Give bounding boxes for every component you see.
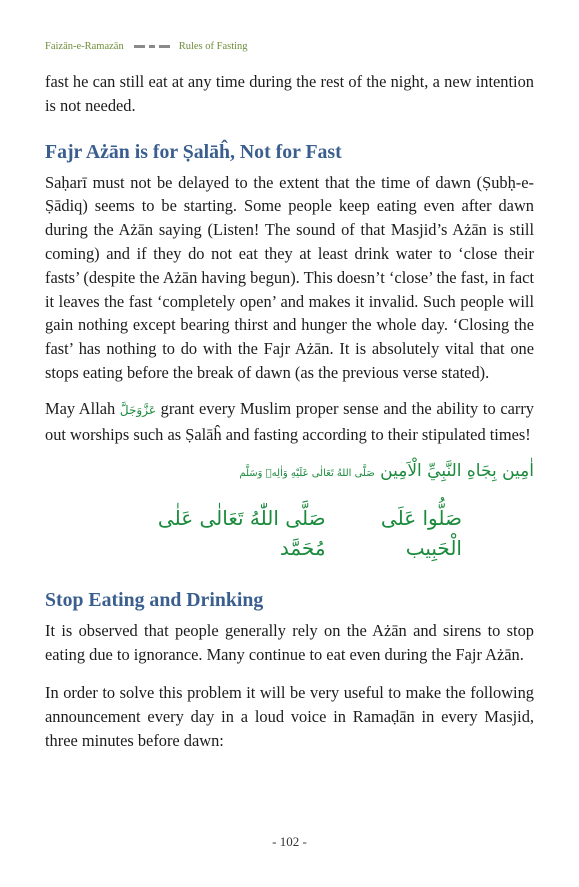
dua-text-start: May Allah <box>45 398 116 418</box>
ameen-salutation: صَلَّى اللهُ تَعَالٰى عَلَيْهِ وَاٰلِهٖ وَسَلَّم <box>239 468 375 480</box>
heading-stop-eating: Stop Eating and Drinking <box>45 589 264 612</box>
salawat-call: صَلُّوا عَلَى الْحَبِيب <box>380 506 462 561</box>
paragraph-announcement: In order to solve this problem it will be very useful to make the following announcement every day in a loud voice in Ramaḍān in every Masjid, three minutes before dawn: <box>45 682 534 750</box>
chapter-title: Rules of Fasting <box>178 40 248 52</box>
continued-paragraph: fast he can still eat at any time during the rest of the night, a new intention is not needed. <box>45 72 534 115</box>
salawat-calligraphy <box>45 503 534 563</box>
running-header <box>45 39 248 53</box>
arabic-honorific: عَزَّوَجَلَّ <box>119 402 156 417</box>
paragraph-azan-sirens: It is observed that people generally rely on the Ażān and sirens to stop eating due to ignorance. Many continue to eat even during the Fajr Ażān. <box>45 621 534 665</box>
ameen-text: اٰمِين بِجَاهِ النَّبِيِّ الْاَمِين <box>380 461 534 482</box>
paragraph-dua <box>45 397 534 447</box>
page-number: - 102 - <box>272 834 307 849</box>
page-content <box>45 70 534 752</box>
dua-text-end: grant every Muslim proper sense and the ability to carry out worships such as Ṣalāĥ and fasting according to their stipulated times! <box>45 398 534 444</box>
paragraph-sahari: Saḥarī must not be delayed to the extent that the time of dawn (Ṣubḥ-e-Ṣādiq) seems to be starting. Some people keep eating even after dawn during the Ażān saying (Listen! The sound of that Masjid’s Ażān is still coming) and if they do not eat they at least drink water to ‘close their fasts’ (despite the Ażān having begun). This doesn’t ‘close’ the fast, in fact it leaves the fast ‘completely open’ and makes it invalid. Such people will gain nothing except bearing thirst and hunger the whole day. ‘Closing the fast’ has nothing to do with the Fajr Ażān. It is absolutely vital that one stops eating before the break of dawn (as the previous verse stated). <box>45 172 534 382</box>
salawat-response: صَلَّى اللّٰهُ تَعَالٰى عَلٰى مُحَمَّد <box>157 506 326 561</box>
heading-fajr-azan: Fajr Ażān is for Ṣalāĥ, Not for Fast <box>45 140 342 163</box>
header-separator <box>134 45 170 48</box>
ameen-calligraphy <box>45 458 534 487</box>
book-title: Faizān-e-Ramazān <box>45 40 124 52</box>
